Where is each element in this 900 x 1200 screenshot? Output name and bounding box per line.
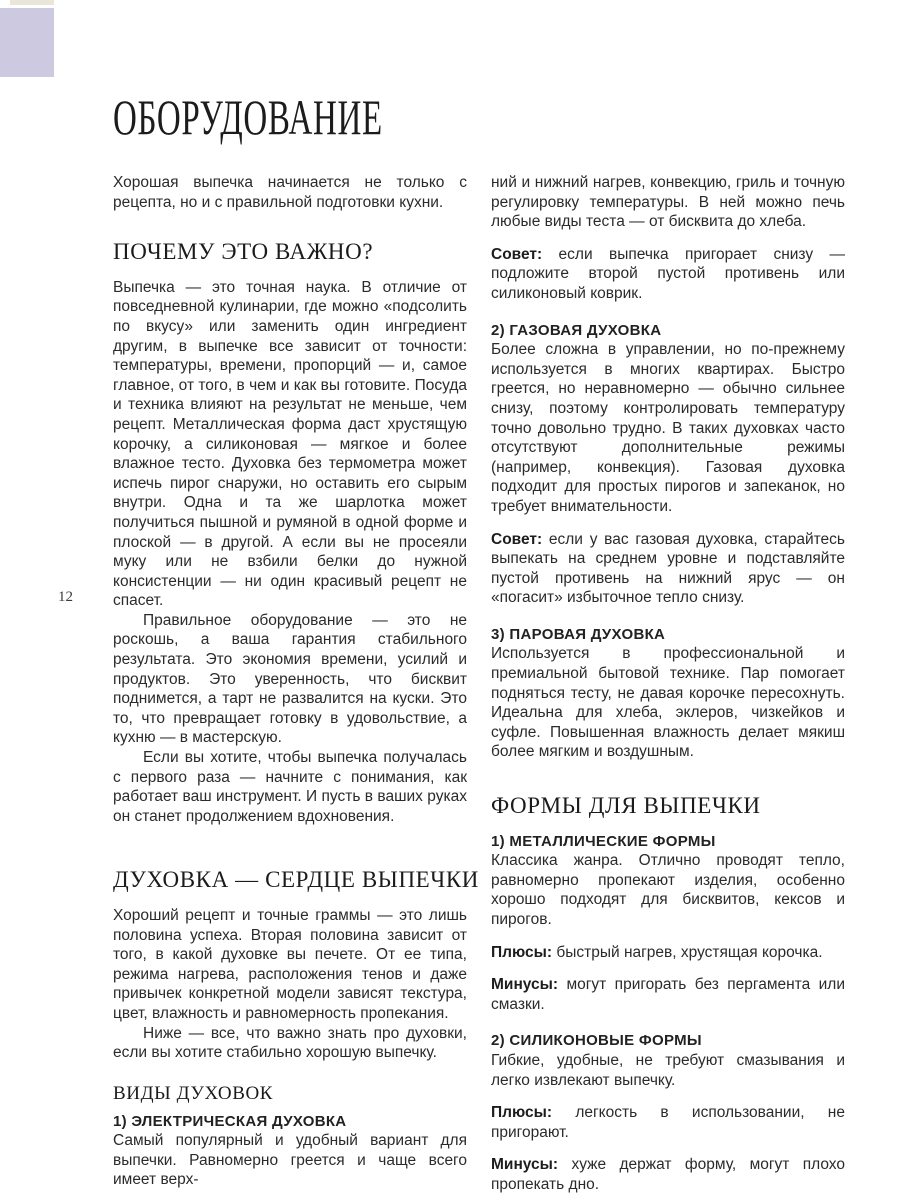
- tip-text: если выпечка пригорает снизу — подложите второй пустой противень или силиконовый коврик.: [491, 245, 845, 302]
- pros-label: Плюсы:: [491, 1104, 553, 1122]
- numbered-heading-silicone-forms: 2) СИЛИКОНОВЫЕ ФОРМЫ: [491, 1032, 702, 1050]
- cons-label: Минусы:: [491, 976, 559, 994]
- subsection-heading-oven-types: ВИДЫ ДУХОВОК: [113, 1082, 274, 1104]
- cons-text: могут пригорать без пергамента или смазки.: [491, 976, 845, 1013]
- numbered-heading-steam-oven: 3) ПАРОВАЯ ДУХОВКА: [491, 625, 666, 643]
- tip-paragraph: [491, 245, 845, 304]
- tip-paragraph: [491, 530, 845, 608]
- paragraph: Самый популярный и удобный вариант для выпечки. Равномерно греется и чаще всего имеет верх-: [113, 1132, 467, 1189]
- tip-label: Совет:: [491, 530, 543, 548]
- cons-text: хуже держат форму, могут плохо пропекать дно.: [491, 1156, 845, 1193]
- corner-accent-block: [0, 8, 54, 77]
- pros-paragraph: [491, 943, 845, 963]
- page-number: 12: [58, 589, 73, 605]
- section-heading-why-important: ПОЧЕМУ ЭТО ВАЖНО?: [113, 239, 374, 265]
- column-right: [491, 173, 845, 1195]
- page-title: ОБОРУДОВАНИЕ: [113, 89, 383, 145]
- paragraph: Используется в профессиональной и премиальной бытовой технике. Пар помогает подняться тесту, не давая корочке пересохнуть. Идеальна для хлеба, эклеров, чизкейков и суфле. Повышенная влажность делает мякиш более мягким и воздушным.: [491, 645, 845, 761]
- paragraph: Более сложна в управлении, но по-прежнему используется в многих квартирах. Быстро греется, но неравномерно — обычно сильнее снизу, поэтому контролировать температуру точно довольно трудно. В таких духовках часто отсутствуют дополнительные режимы (например, конвекция). Газовая духовка подходит для простых пирогов и запеканок, но требует внимательности.: [491, 341, 845, 515]
- paragraph: Хороший рецепт и точные граммы — это лишь половина успеха. Вторая половина зависит от того, в какой духовке вы печете. От ее типа, режима нагрева, расположения тенов и даже привычек конкретной модели зависят текстура, цвет, влажность и равномерность пропекания.: [113, 907, 467, 1022]
- cons-paragraph: [491, 975, 845, 1014]
- numbered-heading-electric-oven: 1) ЭЛЕКТРИЧЕСКАЯ ДУХОВКА: [113, 1112, 347, 1130]
- tip-text: если у вас газовая духовка, старайтесь выпекать на среднем уровне и подставляйте пустой противень на нижний ярус — он «погасит» избыточное тепло снизу.: [491, 530, 845, 607]
- pros-paragraph: [491, 1103, 845, 1142]
- pros-text: быстрый нагрев, хрустящая корочка.: [556, 943, 823, 961]
- cons-label: Минусы:: [491, 1156, 559, 1174]
- paragraph: Ниже — все, что важно знать про духовки, если вы хотите стабильно хорошую выпечку.: [113, 1024, 467, 1062]
- column-left: [113, 173, 480, 1195]
- numbered-heading-gas-oven: 2) ГАЗОВАЯ ДУХОВКА: [491, 321, 662, 339]
- corner-sliver-decoration: [10, 0, 54, 5]
- page-content: [113, 90, 845, 1195]
- paragraph: Выпечка — это точная наука. В отличие от повседневной кулинарии, где можно «подсолить по вкусу» или заменить один ингредиент другим, в выпечке все зависит от точности: температуры, времени, пропорций — и, самое главное, от того, в чем и как вы готовите. Посуда и техника влияют на результат не меньше, чем рецепт. Металлическая форма даст хрустящую корочку, а силиконовая — мягкое и более влажное тесто. Духовка без термометра может испечь пирог снаружи, но оставить его сырым внутри. Одна и та же шарлотка может получиться пышной и румяной в одной форме и плоской — в другой. А если вы не просеяли муку или не взбили белки до нужной консистенции — ни один красивый рецепт не спасет.: [113, 278, 467, 610]
- intro-paragraph: Хорошая выпечка начинается не только с рецепта, но и с правильной подготовки кухни.: [113, 174, 467, 211]
- text-columns: [113, 173, 845, 1195]
- section-heading-oven-heart: ДУХОВКА — СЕРДЦЕ ВЫПЕЧКИ: [113, 867, 480, 893]
- paragraph: Классика жанра. Отлично проводят тепло, равномерно пропекают изделия, особенно хорошо подходят для бисквитов, кексов и пирогов.: [491, 852, 845, 928]
- section-heading-baking-forms: ФОРМЫ ДЛЯ ВЫПЕЧКИ: [491, 793, 761, 819]
- paragraph: ний и нижний нагрев, конвекцию, гриль и точную регулировку температуры. В ней можно печь любые виды теста — от бисквита до хлеба.: [491, 174, 845, 231]
- paragraph: Если вы хотите, чтобы выпечка получалась с первого раза — начните с понимания, как работает ваш инструмент. И пусть в ваших руках он станет продолжением вдохновения.: [113, 749, 467, 825]
- pros-text: легкость в использовании, не пригорают.: [491, 1104, 845, 1141]
- tip-label: Совет:: [491, 245, 543, 263]
- cons-paragraph: [491, 1155, 845, 1194]
- numbered-heading-metal-forms: 1) МЕТАЛЛИЧЕСКИЕ ФОРМЫ: [491, 832, 716, 850]
- pros-label: Плюсы:: [491, 943, 553, 961]
- paragraph: Гибкие, удобные, не требуют смазывания и легко извлекают выпечку.: [491, 1051, 845, 1089]
- paragraph: Правильное оборудование — это не роскошь, а ваша гарантия стабильного результата. Это экономия времени, усилий и продуктов. Это уверенность, что бисквит поднимется, а тарт не развалится на куски. Это то, что превращает готовку в удовольствие, а кухню — в мастерскую.: [113, 611, 467, 747]
